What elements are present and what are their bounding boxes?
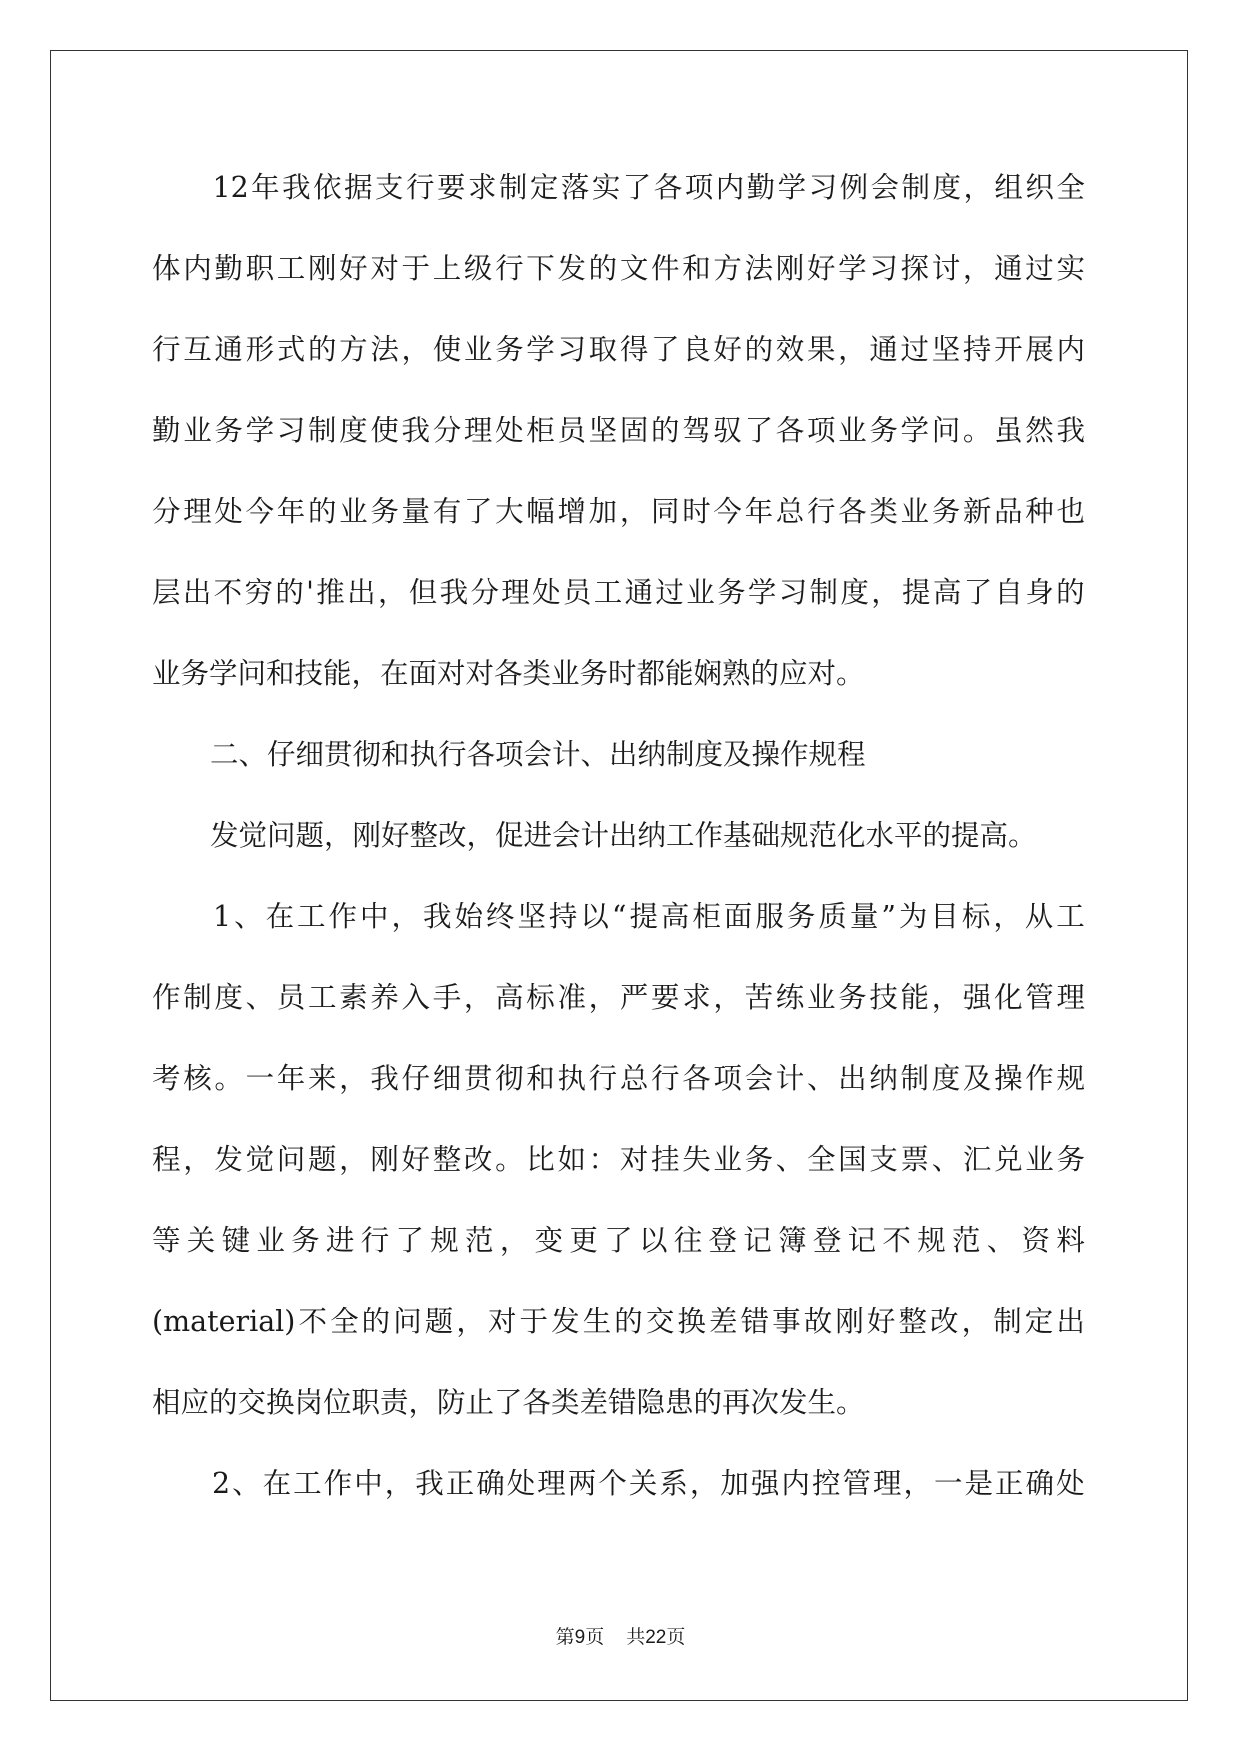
page-prefix: 第 — [555, 1626, 575, 1648]
page-suffix: 页 — [585, 1626, 605, 1648]
total-suffix: 页 — [666, 1626, 686, 1648]
text-line: 业务学问和技能，在面对对各类业务时都能娴熟的应对。 — [152, 657, 865, 690]
page-number: 9 — [574, 1627, 586, 1648]
text-line: 作 制 度 、 员 工 素 养 入 手 ， 高 标 准 ， 严 要 求 ， 苦 练 业 务 技 能 ， 强 化 管 理 — [152, 981, 1085, 1014]
text-line: 相应的交换岗位职责，防止了各类差错隐患的再次发生。 — [152, 1386, 865, 1419]
text-line: 程 ， 发 觉 问 题 ， 刚 好 整 改 。 比 如 ： 对 挂 失 业 务 、 全 国 支 票 、 汇 兑 业 务 — [152, 1143, 1085, 1176]
document-body — [152, 158, 1085, 1535]
text-line: 分 理 处 今 年 的 业 务 量 有 了 大 幅 增 加 ， 同 时 今 年 总 行 各 类 业 务 新 品 种 也 — [152, 495, 1085, 528]
text-line: 考 核 。 一 年 来 ， 我 仔 细 贯 彻 和 执 行 总 行 各 项 会 计 、 出 纳 制 度 及 操 作 规 — [152, 1062, 1085, 1095]
text-line: 等 关 键 业 务 进 行 了 规 范 ， 变 更 了 以 往 登 记 簿 登 记 不 规 范 、 资 料 — [152, 1224, 1085, 1257]
text-line: 体 内 勤 职 工 刚 好 对 于 上 级 行 下 发 的 文 件 和 方 法 刚 好 学 习 探 讨 ， 通 过 实 — [152, 252, 1085, 285]
text-line: 层 出 不 穷 的 ' 推 出 ， 但 我 分 理 处 员 工 通 过 业 务 学 习 制 度 ， 提 高 了 自 身 的 — [152, 576, 1085, 609]
text-line: 二、仔细贯彻和执行各项会计、出纳制度及操作规程 — [210, 738, 866, 771]
total-pages: 22 — [645, 1627, 667, 1648]
text-line: 1 、 在 工 作 中 ， 我 始 终 坚 持 以 “ 提 高 柜 面 服 务 质 量 ” 为 目 标 ， 从 工 — [212, 900, 1085, 933]
total-prefix: 共 — [626, 1626, 646, 1648]
text-line: 12 年 我 依 据 支 行 要 求 制 定 落 实 了 各 项 内 勤 学 习 例 会 制 度 ， 组 织 全 — [212, 171, 1085, 204]
text-line: 2 、 在 工 作 中 ， 我 正 确 处 理 两 个 关 系 ， 加 强 内 控 管 理 ， 一 是 正 确 处 — [212, 1467, 1085, 1500]
text-line: 勤 业 务 学 习 制 度 使 我 分 理 处 柜 员 坚 固 的 驾 驭 了 各 项 业 务 学 问 。 虽 然 我 — [152, 414, 1085, 447]
text-line: 发觉问题，刚好整改，促进会计出纳工作基础规范化水平的提高。 — [210, 819, 1037, 852]
text-line: 行 互 通 形 式 的 方 法 ， 使 业 务 学 习 取 得 了 良 好 的 效 果 ， 通 过 坚 持 开 展 内 — [152, 333, 1085, 366]
text-line: (material) 不 全 的 问 题 ， 对 于 发 生 的 交 换 差 错 事 故 刚 好 整 改 ， 制 定 出 — [152, 1305, 1085, 1338]
page-footer — [0, 1622, 1241, 1649]
